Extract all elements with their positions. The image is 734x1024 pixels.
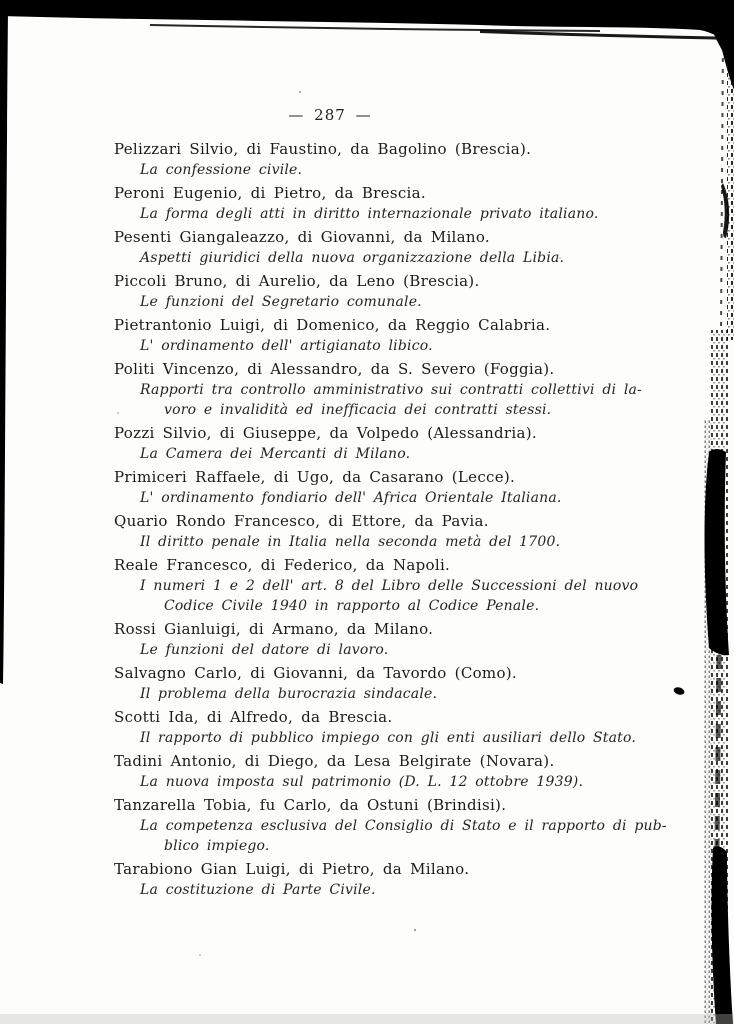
entry-name: Pozzi Silvio, di Giuseppe, da Volpedo (Alessandria). xyxy=(114,424,537,442)
entry-name: Piccoli Bruno, di Aurelio, da Leno (Brescia). xyxy=(114,272,480,290)
scan-artifact-corner-blob xyxy=(700,0,734,90)
entry-name: Rossi Gianluigi, di Armano, da Milano. xyxy=(114,620,434,638)
entry-title-line: Il problema della burocrazia sindacale. xyxy=(140,686,438,702)
entries-list xyxy=(114,139,667,903)
scan-artifact-right-speckle-band xyxy=(711,330,728,1024)
catalog-entry xyxy=(114,227,584,268)
entry-title xyxy=(114,444,584,464)
scan-artifact-right-speckle-band-2 xyxy=(704,420,712,1024)
entry-title xyxy=(114,816,667,856)
catalog-entry xyxy=(114,859,584,900)
entry-title-line: voro e invalidità ed inefficacia dei contratti stessi. xyxy=(164,402,552,418)
catalog-entry xyxy=(114,795,667,856)
scan-artifact-ink-dot xyxy=(673,686,686,696)
scan-artifact-right-blob-lower xyxy=(712,846,733,1024)
catalog-entry xyxy=(114,183,599,224)
scan-artifact-speck xyxy=(299,91,301,93)
entry-name: Tarabiono Gian Luigi, di Pietro, da Milano. xyxy=(114,860,470,878)
scan-artifact-top-edge xyxy=(0,0,734,44)
scan-artifact-bottom-smudge xyxy=(0,1014,734,1024)
entry-title xyxy=(114,488,584,508)
entry-title-line: blico impiego. xyxy=(164,838,270,854)
entry-name: Tanzarella Tobia, fu Carlo, da Ostuni (Brindisi). xyxy=(114,796,507,814)
scan-artifact-top-streak-2 xyxy=(480,30,734,40)
entry-title xyxy=(114,532,584,552)
entry-title xyxy=(114,292,584,312)
entry-name: Salvagno Carlo, di Giovanni, da Tavordo (Como). xyxy=(114,664,518,682)
entry-title-line: La Camera dei Mercanti di Milano. xyxy=(140,446,411,462)
catalog-entry xyxy=(114,555,639,616)
catalog-entry xyxy=(114,423,584,464)
scan-artifact-right-streak-mid xyxy=(717,655,719,848)
entry-title xyxy=(114,772,584,792)
entry-title-line: L' ordinamento dell' artigianato libico. xyxy=(140,338,433,354)
entry-name: Scotti Ida, di Alfredo, da Brescia. xyxy=(114,708,393,726)
entry-title-line: Aspetti giuridici della nuova organizzazione della Libia. xyxy=(140,250,565,266)
entry-title-line: La competenza esclusiva del Consiglio di Stato e il rapporto di pub- xyxy=(140,818,667,834)
catalog-entry xyxy=(114,751,584,792)
entry-name: Primiceri Raffaele, di Ugo, da Casarano (Lecce). xyxy=(114,468,516,486)
entry-title xyxy=(114,336,584,356)
entry-title-line: Il rapporto di pubblico impiego con gli enti ausiliari dello Stato. xyxy=(140,730,637,746)
entry-title xyxy=(114,576,639,616)
entry-title xyxy=(114,684,584,704)
catalog-entry xyxy=(114,663,584,704)
entry-title-line: Rapporti tra controllo amministrativo sui contratti collettivi di la- xyxy=(140,382,642,398)
entry-name: Peroni Eugenio, di Pietro, da Brescia. xyxy=(114,184,426,202)
entry-title xyxy=(114,380,642,420)
catalog-entry xyxy=(114,271,584,312)
catalog-entry xyxy=(114,467,584,508)
entry-title-line: Codice Civile 1940 in rapporto al Codice Penale. xyxy=(164,598,540,614)
catalog-entry xyxy=(114,707,637,748)
entry-name: Politi Vincenzo, di Alessandro, da S. Severo (Foggia). xyxy=(114,360,555,378)
catalog-entry xyxy=(114,359,642,420)
entry-name: Quario Rondo Francesco, di Ettore, da Pavia. xyxy=(114,512,489,530)
entry-title-line: I numeri 1 e 2 dell' art. 8 del Libro delle Successioni del nuovo xyxy=(140,578,639,594)
entry-title xyxy=(114,160,584,180)
entry-title-line: La nuova imposta sul patrimonio (D. L. 12 ottobre 1939). xyxy=(140,774,584,790)
catalog-entry xyxy=(114,511,584,552)
entry-name: Tadini Antonio, di Diego, da Lesa Belgirate (Novara). xyxy=(114,752,555,770)
scan-artifact-top-streak xyxy=(150,24,600,32)
entry-title xyxy=(114,248,584,268)
page-number: — 287 — xyxy=(288,106,372,124)
scan-artifact-right-speckle-top xyxy=(727,40,734,340)
catalog-entry xyxy=(114,315,584,356)
catalog-entry xyxy=(114,619,584,660)
entry-title xyxy=(114,880,584,900)
entry-title-line: Le funzioni del datore di lavoro. xyxy=(140,642,389,658)
entry-title-line: L' ordinamento fondiario dell' Africa Orientale Italiana. xyxy=(140,490,562,506)
entry-title-line: La forma degli atti in diritto internazionale privato italiano. xyxy=(140,206,599,222)
entry-title-line: Il diritto penale in Italia nella seconda metà del 1700. xyxy=(140,534,561,550)
scan-artifact-speck xyxy=(199,954,201,956)
entry-name: Pelizzari Silvio, di Faustino, da Bagolino (Brescia). xyxy=(114,140,532,158)
scan-artifact-right-blob-upper xyxy=(705,449,730,655)
catalog-entry xyxy=(114,139,584,180)
entry-title xyxy=(114,640,584,660)
entry-name: Pesenti Giangaleazzo, di Giovanni, da Milano. xyxy=(114,228,490,246)
scan-artifact-right-arc xyxy=(721,183,729,238)
entry-title xyxy=(114,204,599,224)
scan-artifact-right-dotted-line xyxy=(721,36,723,330)
entry-title-line: Le funzioni del Segretario comunale. xyxy=(140,294,422,310)
entry-name: Pietrantonio Luigi, di Domenico, da Reggio Calabria. xyxy=(114,316,551,334)
entry-title xyxy=(114,728,637,748)
entry-title-line: La costituzione di Parte Civile. xyxy=(140,882,376,898)
entry-name: Reale Francesco, di Federico, da Napoli. xyxy=(114,556,451,574)
entry-title-line: La confessione civile. xyxy=(140,162,303,178)
scan-artifact-speck xyxy=(414,929,416,931)
